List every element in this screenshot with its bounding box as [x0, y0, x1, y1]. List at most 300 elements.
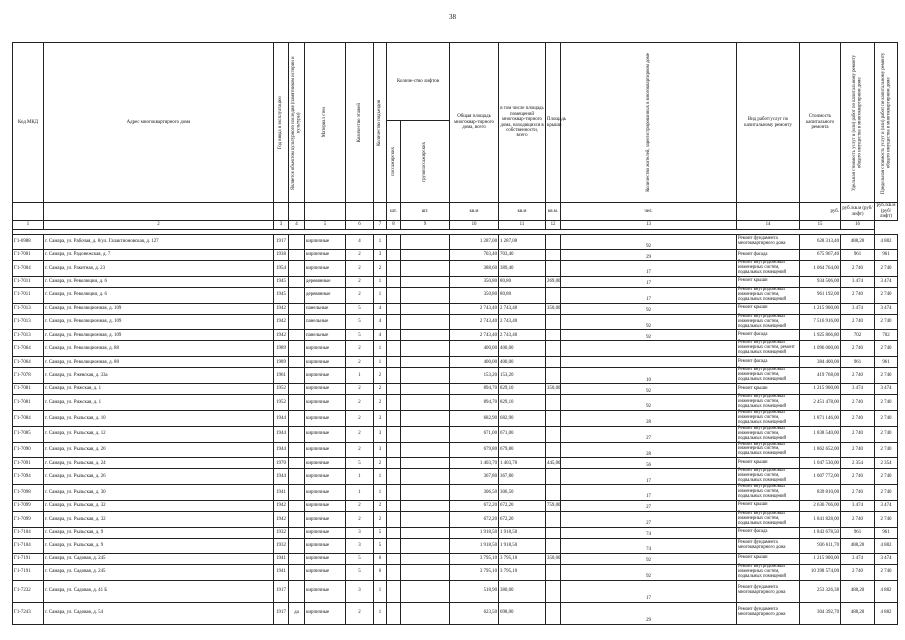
cell-walls: деревянные: [305, 287, 346, 303]
cell-roof-area: [546, 602, 561, 624]
cell-cost: 1 215 900,00: [800, 553, 841, 564]
cell-elev-cargo: [401, 458, 450, 469]
cell-code: Г1-7081: [13, 384, 44, 395]
cell-year: 1917: [274, 602, 289, 624]
cell-cost: 1 215 900,00: [800, 303, 841, 314]
cell-floors: 2: [346, 384, 374, 395]
cell-elev-pass: [387, 580, 401, 602]
cell-elev-pass: [387, 553, 401, 564]
cell-roof-area: [546, 330, 561, 341]
cell-total-area: 518,90: [450, 580, 499, 602]
cell-heritage: [289, 303, 305, 314]
cell-elev-cargo: [401, 410, 450, 426]
header-heritage: Является объектом культурного наследия (памятником истории и культуры): [291, 55, 302, 190]
cell-roof-area: 350,00: [546, 553, 561, 564]
cell-elev-cargo: [401, 276, 450, 287]
cell-unit-cost: 488,20: [841, 580, 875, 602]
cell-unit-cost: 2 354: [841, 458, 875, 469]
cell-cost: 419 768,00: [800, 368, 841, 384]
cell-floors: 4: [346, 235, 374, 250]
cell-works: Ремонт внутридомовых инженерных систем, подвальных помещений: [737, 314, 800, 330]
cell-entrances: 2: [374, 458, 387, 469]
table-row: [13, 500, 898, 511]
cell-premises-area: 80,80: [499, 287, 546, 303]
cell-address: г. Самара, ул. Рыльская, д. 32: [44, 500, 274, 511]
cell-works: Ремонт фасада: [737, 330, 800, 341]
header-roof-area: Площадь крыши: [546, 43, 561, 203]
cell-elev-cargo: [401, 527, 450, 538]
table-row: [13, 469, 898, 485]
cell-unit-cost: 2 740: [841, 426, 875, 442]
cell-unit-cost: 488,20: [841, 538, 875, 553]
cell-works: Ремонт фасада: [737, 357, 800, 368]
cell-floors: 2: [346, 395, 374, 411]
cell-entrances: 1: [374, 485, 387, 501]
cell-total-area: 3 795,10: [450, 564, 499, 580]
cell-floors: 2: [346, 602, 374, 624]
capital-repair-table: [12, 42, 898, 625]
cell-cost: 1 047 530,00: [800, 458, 841, 469]
cell-residents: [561, 357, 737, 368]
table-row: [13, 303, 898, 314]
cell-unit-cost: 2 740: [841, 564, 875, 580]
table-row: [13, 341, 898, 357]
cell-cost: 936 611,70: [800, 538, 841, 553]
cell-floors: 2: [346, 341, 374, 357]
cell-total-area: 3 795,10: [450, 553, 499, 564]
cell-unit-cost: 2 740: [841, 469, 875, 485]
cell-max-cost: 961: [875, 527, 898, 538]
cell-unit-cost: 2 740: [841, 314, 875, 330]
cell-year: 1941: [274, 485, 289, 501]
cell-total-area: 388,60: [450, 261, 499, 277]
cell-address: г. Самара, ул. Рыльская, д. 9: [44, 527, 274, 538]
cell-floors: 2: [346, 500, 374, 511]
cell-max-cost: 2 740: [875, 261, 898, 277]
cell-walls: кирпичные: [305, 368, 346, 384]
cell-walls: кирпичные: [305, 564, 346, 580]
cell-premises-area: 400,00: [499, 357, 546, 368]
cell-code: Г1-7004: [13, 261, 44, 277]
cell-total-area: 350,80: [450, 287, 499, 303]
cell-premises-area: 3 795,10: [499, 564, 546, 580]
cell-year: 1941: [274, 553, 289, 564]
cell-code: Г1-7084: [13, 410, 44, 426]
cell-total-area: 672,20: [450, 511, 499, 527]
colnum-14: 14: [737, 221, 800, 230]
cell-max-cost: 3 474: [875, 384, 898, 395]
cell-roof-area: [546, 442, 561, 458]
cell-heritage: [289, 410, 305, 426]
cell-code: Г1-7011: [13, 276, 44, 287]
cell-address: г. Самара, ул. Рыльская, д. 9: [44, 538, 274, 553]
cell-walls: кирпичные: [305, 527, 346, 538]
cell-year: 1942: [274, 500, 289, 511]
cell-cost: 1 862 652,00: [800, 442, 841, 458]
table-row: [13, 314, 898, 330]
cell-total-area: 672,20: [450, 500, 499, 511]
cell-roof-area: [546, 426, 561, 442]
cell-premises-area: 2 743,40: [499, 314, 546, 330]
cell-heritage: [289, 330, 305, 341]
cell-code: Г1-7094: [13, 469, 44, 485]
cell-max-cost: 2 740: [875, 511, 898, 527]
cell-max-cost: 2 740: [875, 485, 898, 501]
cell-works: Ремонт фундамента многоквартирного дома: [737, 235, 800, 250]
cell-floors: 5: [346, 303, 374, 314]
cell-elev-pass: [387, 564, 401, 580]
cell-roof-area: [546, 314, 561, 330]
cell-heritage: [289, 250, 305, 261]
cell-works: Ремонт внутридомовых инженерных систем, подвальных помещений: [737, 442, 800, 458]
cell-address: г. Самара, ул. Садовая, д. 245: [44, 553, 274, 564]
cell-walls: кирпичные: [305, 511, 346, 527]
cell-heritage: [289, 442, 305, 458]
cell-residents: 28: [561, 410, 737, 426]
cell-max-cost: 2 740: [875, 564, 898, 580]
cell-address: г. Самара, ул. Революционная, д. 88: [44, 341, 274, 357]
cell-walls: кирпичные: [305, 426, 346, 442]
cell-roof-area: [546, 527, 561, 538]
cell-total-area: 679,80: [450, 442, 499, 458]
cell-address: г. Самара, ул. Революционная, д. 109: [44, 303, 274, 314]
colnum-13: 13: [561, 221, 737, 230]
header-floors: Количество этажей: [356, 102, 362, 143]
header-year-cell: [274, 43, 289, 203]
cell-code: Г1-7081: [13, 395, 44, 411]
cell-premises-area: 679,80: [499, 442, 546, 458]
cell-total-area: 2 743,40: [450, 330, 499, 341]
cell-walls: кирпичные: [305, 357, 346, 368]
unit-cost: руб.: [800, 203, 841, 221]
cell-total-area: 306,50: [450, 485, 499, 501]
cell-cost: 2 636 766,00: [800, 500, 841, 511]
cell-unit-cost: 488,20: [841, 235, 875, 250]
table-row: [13, 235, 898, 250]
cell-works: Ремонт фундамента многоквартирного дома: [737, 538, 800, 553]
cell-roof-area: [546, 395, 561, 411]
cell-year: 1945: [274, 276, 289, 287]
cell-address: г. Самара, ул. Революции, д. 6: [44, 276, 274, 287]
cell-works: Ремонт внутридомовых инженерных систем, подвальных помещений: [737, 261, 800, 277]
cell-cost: 1 064 764,00: [800, 261, 841, 277]
cell-year: 1954: [274, 261, 289, 277]
cell-premises-area: 80,80: [499, 276, 546, 287]
column-numbers-row: [13, 221, 898, 230]
cell-year: 1942: [274, 330, 289, 341]
cell-walls: кирпичные: [305, 485, 346, 501]
cell-year: 1944: [274, 469, 289, 485]
cell-roof-area: [546, 287, 561, 303]
cell-elev-pass: [387, 458, 401, 469]
cell-walls: кирпичные: [305, 384, 346, 395]
cell-unit-cost: 2 740: [841, 341, 875, 357]
cell-address: г. Самара, ул. Рабочая, д. 8/ул. Галактионовская, д. 127: [44, 235, 274, 250]
cell-elev-pass: [387, 602, 401, 624]
colnum-12: 12: [546, 221, 561, 230]
cell-code: Г1-7099: [13, 511, 44, 527]
cell-max-cost: 2 740: [875, 469, 898, 485]
cell-residents: 92: [561, 553, 737, 564]
cell-code: Г1-7243: [13, 602, 44, 624]
table-row: [13, 511, 898, 527]
cell-cost: 1 841 828,00: [800, 511, 841, 527]
cell-elev-pass: [387, 235, 401, 250]
header-entrances: Количество подъездов: [377, 99, 383, 146]
cell-heritage: [289, 235, 305, 250]
cell-unit-cost: 3 474: [841, 303, 875, 314]
cell-max-cost: 2 740: [875, 368, 898, 384]
cell-works: Ремонт крыши: [737, 276, 800, 287]
unit-residents: чел.: [561, 203, 737, 221]
cell-year: 1938: [274, 250, 289, 261]
colnum-8: 8: [387, 221, 401, 230]
cell-premises-area: 829,10: [499, 384, 546, 395]
cell-entrances: 2: [374, 511, 387, 527]
cell-year: 1989: [274, 357, 289, 368]
cell-walls: кирпичные: [305, 341, 346, 357]
cell-code: Г1-7232: [13, 580, 44, 602]
cell-walls: кирпичные: [305, 538, 346, 553]
cell-premises-area: 1 918,50: [499, 527, 546, 538]
cell-elev-cargo: [401, 553, 450, 564]
cell-unit-cost: 3 474: [841, 500, 875, 511]
cell-cost: 10 398 574,00: [800, 564, 841, 580]
cell-elev-pass: [387, 395, 401, 411]
cell-elev-cargo: [401, 602, 450, 624]
cell-code: Г1-7104: [13, 538, 44, 553]
cell-address: г. Самара, ул. Рыльская, д. 26: [44, 469, 274, 485]
cell-roof-area: [546, 261, 561, 277]
cell-year: 1961: [274, 368, 289, 384]
cell-residents: 92: [561, 564, 737, 580]
cell-code: Г1-7099: [13, 500, 44, 511]
table-row: [13, 395, 898, 411]
cell-roof-area: [546, 250, 561, 261]
cell-heritage: [289, 527, 305, 538]
cell-works: Ремонт внутридомовых инженерных систем, подвальных помещений: [737, 564, 800, 580]
cell-walls: деревянные: [305, 276, 346, 287]
cell-premises-area: 367,80: [499, 469, 546, 485]
header-works: Вид работ/услуг по капитальному ремонту: [737, 43, 800, 203]
cell-heritage: [289, 458, 305, 469]
cell-roof-area: [546, 410, 561, 426]
cell-roof-area: [546, 564, 561, 580]
cell-elev-pass: [387, 303, 401, 314]
cell-residents: 27: [561, 500, 737, 511]
cell-total-area: 1 287,00: [450, 235, 499, 250]
cell-total-area: 153,20: [450, 368, 499, 384]
cell-entrances: 1: [374, 469, 387, 485]
cell-year: 1970: [274, 458, 289, 469]
cell-floors: 2: [346, 287, 374, 303]
cell-elev-pass: [387, 410, 401, 426]
cell-heritage: [289, 538, 305, 553]
cell-unit-cost: 2 740: [841, 511, 875, 527]
cell-unit-cost: 2 740: [841, 261, 875, 277]
cell-roof-area: 445,00: [546, 458, 561, 469]
cell-total-area: 1 403,70: [450, 458, 499, 469]
cell-entrances: 1: [374, 602, 387, 624]
header-elev-cargo-cell: [401, 121, 450, 203]
cell-cost: 7 516 916,00: [800, 314, 841, 330]
cell-elev-cargo: [401, 314, 450, 330]
table-row: [13, 553, 898, 564]
cell-heritage: [289, 511, 305, 527]
cell-heritage: [289, 564, 305, 580]
cell-address: г. Самара, ул. Рыльская, д. 24: [44, 458, 274, 469]
header-address: Адрес многоквартирного дома: [44, 43, 274, 203]
cell-entrances: 6: [374, 564, 387, 580]
page-number: 38: [449, 13, 456, 21]
cell-total-area: 367,80: [450, 469, 499, 485]
table-row: [13, 458, 898, 469]
cell-address: г. Самара, ул. Рижская, д. 1: [44, 395, 274, 411]
cell-heritage: да: [289, 602, 305, 624]
cell-code: Г1-6988: [13, 235, 44, 250]
cell-year: 1944: [274, 442, 289, 458]
cell-floors: 1: [346, 368, 374, 384]
cell-floors: 3: [346, 538, 374, 553]
cell-residents: 92: [561, 303, 737, 314]
cell-unit-cost: 488,20: [841, 602, 875, 624]
cell-premises-area: 2 743,40: [499, 303, 546, 314]
cell-address: г. Самара, ул. Рыльская, д. 30: [44, 485, 274, 501]
table-row: [13, 384, 898, 395]
units-row: [13, 203, 898, 221]
colnum-1: 1: [13, 221, 44, 230]
cell-floors: 1: [346, 469, 374, 485]
cell-address: г. Самара, ул. Радонежская, д. 7: [44, 250, 274, 261]
cell-address: г. Самара, ул. Рыльская, д. 12: [44, 426, 274, 442]
table-row: [13, 410, 898, 426]
cell-elev-cargo: [401, 538, 450, 553]
cell-year: 1942: [274, 303, 289, 314]
cell-entrances: 2: [374, 395, 387, 411]
cell-year: 1941: [274, 564, 289, 580]
cell-address: г. Самара, ул. Революционная, д. 109: [44, 314, 274, 330]
cell-elev-cargo: [401, 395, 450, 411]
cell-entrances: 4: [374, 314, 387, 330]
cell-elev-pass: [387, 287, 401, 303]
table-row: [13, 564, 898, 580]
cell-residents: 74: [561, 527, 737, 538]
cell-elev-pass: [387, 500, 401, 511]
cell-unit-cost: 2 740: [841, 442, 875, 458]
header-max-cost-cell: [875, 43, 898, 203]
cell-entrances: 2: [374, 261, 387, 277]
cell-premises-area: 3 795,10: [499, 553, 546, 564]
cell-heritage: [289, 287, 305, 303]
cell-walls: кирпичные: [305, 500, 346, 511]
cell-elev-pass: [387, 276, 401, 287]
cell-walls: панельные: [305, 330, 346, 341]
cell-max-cost: 3 474: [875, 500, 898, 511]
cell-works: Ремонт крыши: [737, 303, 800, 314]
cell-year: 1932: [274, 538, 289, 553]
cell-elev-cargo: [401, 261, 450, 277]
cell-year: 1932: [274, 527, 289, 538]
cell-elev-cargo: [401, 235, 450, 250]
cell-address: г. Самара, ул. Ракитная, д. 23: [44, 261, 274, 277]
cell-year: 1942: [274, 314, 289, 330]
cell-elev-pass: [387, 261, 401, 277]
cell-walls: панельные: [305, 314, 346, 330]
cell-elev-cargo: [401, 580, 450, 602]
cell-works: Ремонт фасада: [737, 250, 800, 261]
table-row: [13, 485, 898, 501]
cell-residents: 17: [561, 276, 737, 287]
cell-code: Г1-7013: [13, 314, 44, 330]
cell-walls: панельные: [305, 303, 346, 314]
colnum-15: 15: [800, 221, 841, 230]
cell-floors: 5: [346, 553, 374, 564]
table-row: [13, 527, 898, 538]
cell-floors: 2: [346, 511, 374, 527]
cell-total-area: 671,00: [450, 426, 499, 442]
cell-residents: 17: [561, 485, 737, 501]
cell-floors: 5: [346, 564, 374, 580]
table-row: [13, 368, 898, 384]
cell-floors: 2: [346, 410, 374, 426]
cell-elev-cargo: [401, 303, 450, 314]
cell-max-cost: 3 474: [875, 553, 898, 564]
cell-residents: 10: [561, 368, 737, 384]
cell-elev-cargo: [401, 384, 450, 395]
cell-entrances: 5: [374, 538, 387, 553]
cell-code: Г1-7078: [13, 368, 44, 384]
cell-year: 1945: [274, 287, 289, 303]
cell-heritage: [289, 580, 305, 602]
cell-residents: 92: [561, 384, 737, 395]
cell-works: Ремонт крыши: [737, 458, 800, 469]
cell-cost: 253 326,38: [800, 580, 841, 602]
cell-unit-cost: 2 740: [841, 368, 875, 384]
cell-floors: 5: [346, 314, 374, 330]
cell-max-cost: 4 882: [875, 235, 898, 250]
cell-floors: 2: [346, 276, 374, 287]
cell-walls: кирпичные: [305, 395, 346, 411]
cell-premises-area: 2 743,40: [499, 330, 546, 341]
cell-works: Ремонт внутридомовых инженерных систем, подвальных помещений: [737, 469, 800, 485]
cell-walls: кирпичные: [305, 235, 346, 250]
cell-code: Г1-7011: [13, 287, 44, 303]
cell-cost: 961 192,00: [800, 287, 841, 303]
cell-total-area: 682,90: [450, 410, 499, 426]
cell-works: Ремонт фасада: [737, 527, 800, 538]
cell-heritage: [289, 426, 305, 442]
cell-entrances: 3: [374, 426, 387, 442]
cell-residents: 74: [561, 538, 737, 553]
cell-floors: 3: [346, 580, 374, 602]
cell-premises-area: 306,50: [499, 485, 546, 501]
cell-max-cost: 2 740: [875, 395, 898, 411]
cell-heritage: [289, 395, 305, 411]
cell-code: Г1-7098: [13, 485, 44, 501]
cell-works: Ремонт внутридомовых инженерных систем, подвальных помещений: [737, 368, 800, 384]
unit-unit-cost: руб./кв.м (руб/лифт): [841, 203, 875, 221]
header-year: Год ввода в эксплуатацию: [278, 96, 284, 149]
header-walls-cell: [305, 43, 346, 203]
header-floors-cell: [346, 43, 374, 203]
cell-address: г. Самара, ул. Садовая, д. 245: [44, 564, 274, 580]
colnum-4: 4: [289, 221, 305, 230]
cell-elev-cargo: [401, 485, 450, 501]
cell-code: Г1-7064: [13, 357, 44, 368]
cell-roof-area: [546, 511, 561, 527]
cell-unit-cost: 2 740: [841, 410, 875, 426]
cell-cost: 934 506,00: [800, 276, 841, 287]
